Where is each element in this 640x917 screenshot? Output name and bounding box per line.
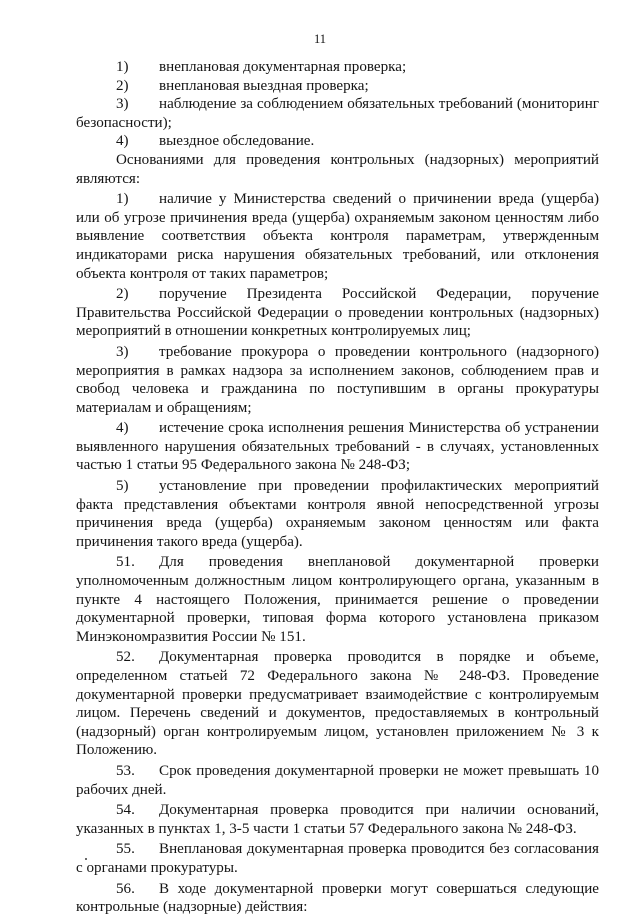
list-item (76, 77, 599, 96)
text-line (76, 762, 599, 781)
paragraph-number: 54. (116, 802, 135, 819)
text-line: мероприятия в рамках надзора за исполнением законов, соблюдением прав и (76, 362, 599, 379)
text-line: факта представления объектами контроля явной непосредственной угрозы (76, 496, 599, 513)
text-line: объекта контроля от таких параметров; (76, 265, 329, 282)
line-text: Документарная проверка проводится в порядке и объеме, (159, 649, 599, 666)
line-text: установление при проведении профилактических мероприятий (159, 478, 599, 495)
numbered-paragraph (76, 762, 599, 799)
item-number: 5) (116, 478, 129, 495)
text-line: уполномоченным должностным лицом контролирующего органа, указанным в (76, 573, 599, 590)
text-line: причинения такого вреда (ущерба). (76, 533, 303, 550)
text-line (76, 58, 599, 77)
text-line: мероприятий в отношении конкретных контролируемых лиц; (76, 323, 471, 340)
text-line (76, 77, 599, 96)
text-line: Положению. (76, 742, 158, 759)
text-line (76, 95, 599, 114)
line-text: Для проведения внеплановой документарной проверки (159, 554, 599, 571)
text-line: или об угрозе причинения вреда (ущерба) охраняемым законом ценностям либо (76, 209, 599, 226)
item-number: 2) (116, 77, 129, 94)
text-line (76, 343, 599, 362)
list-item (76, 477, 599, 551)
text-line (76, 648, 599, 667)
line-text: Внеплановая документарная проверка проводится без согласования (159, 841, 599, 858)
text-line (76, 880, 599, 899)
paragraph-number: 56. (116, 880, 135, 897)
text-line: определенном статьей 72 Федерального закона № 248-ФЗ. Проведение (76, 668, 599, 684)
text-line: Минэкономразвития России № 151. (76, 628, 306, 645)
line-text: внеплановая документарная проверка; (159, 59, 407, 75)
text-line (76, 553, 599, 572)
text-line: Основаниями для проведения контрольных (надзорных) мероприятий (116, 151, 599, 168)
item-number: 2) (116, 286, 129, 303)
item-number: 3) (116, 96, 129, 113)
paragraph-number: 53. (116, 762, 135, 779)
line-text: наблюдение за соблюдением обязательных требований (мониторинг (159, 96, 599, 113)
item-number: 1) (116, 59, 129, 75)
line-text: истечение срока исполнения решения Министерства об устранении (159, 420, 599, 437)
item-number: 4) (116, 420, 129, 437)
numbered-paragraph (76, 840, 599, 877)
text-line: выявление соответствия объекта контроля параметрам, утвержденным (76, 228, 599, 245)
line-text: поручение Президента Российской Федерации, поручение (159, 286, 599, 303)
text-line: причинения вреда (ущерба) охраняемым законом ценностям или факта (76, 515, 599, 532)
text-line: рабочих дней. (76, 781, 167, 798)
list-item (76, 190, 599, 283)
list-item (76, 343, 599, 417)
scan-speck (85, 858, 87, 860)
text-line: документарной проверки предусматривает взаимодействие с контролируемым (76, 686, 599, 703)
list-item (76, 58, 599, 77)
text-line: являются: (76, 170, 141, 187)
text-line: частью 1 статьи 95 Федерального закона № 248-ФЗ; (76, 457, 411, 474)
line-text: наличие у Министерства сведений о причинении вреда (ущерба) (159, 191, 599, 208)
list-item (76, 285, 599, 341)
line-text: В ходе документарной проверки могут совершаться следующие (159, 880, 599, 897)
numbered-paragraph (76, 648, 599, 760)
list-item (76, 95, 599, 132)
numbered-paragraph (76, 801, 599, 838)
text-line: контрольные (надзорные) действия: (76, 899, 308, 916)
text-line: документарной проверки, типовая форма которого установлена приказом (76, 610, 599, 627)
page-number: 11 (313, 32, 327, 46)
text-line: свобод человека и гражданина по поступившим в органы прокуратуры (76, 381, 599, 398)
text-line: безопасности); (76, 114, 172, 131)
numbered-paragraph (76, 553, 599, 646)
paragraph-number: 51. (116, 554, 135, 571)
list-item (76, 132, 599, 151)
line-text: выездное обследование. (159, 133, 315, 150)
line-text: Срок проведения документарной проверки не может превышать 10 (159, 762, 599, 779)
text-line: лицом. Перечень сведений и документов, предоставляемых в контрольный (76, 705, 599, 722)
text-line (76, 190, 599, 209)
item-number: 4) (116, 133, 129, 150)
text-line (76, 801, 599, 820)
text-line (76, 419, 599, 438)
text-line: выявленного нарушения обязательных требований - в случаях, установленных (76, 438, 599, 455)
text-line (76, 840, 599, 859)
line-text: внеплановая выездная проверка; (159, 77, 369, 94)
document-body (76, 58, 599, 917)
text-line (76, 132, 599, 151)
text-line: (надзорный) орган контролируемым лицом, установлен приложением № 3 к (76, 723, 599, 740)
paragraph (76, 151, 599, 188)
paragraph-number: 55. (116, 841, 135, 858)
list-item (76, 419, 599, 475)
line-text: Документарная проверка проводится при наличии оснований, (159, 802, 599, 819)
text-line: с органами прокуратуры. (76, 859, 238, 876)
item-number: 3) (116, 343, 129, 360)
text-line: материалам и обращениям; (76, 399, 252, 416)
numbered-paragraph (76, 880, 599, 917)
text-line: пункте 4 настоящего Положения, принимается решение о проведении (76, 591, 599, 608)
line-text: требование прокурора о проведении контрольного (надзорного) (159, 343, 599, 360)
text-line: Правительства Российской Федерации о проведении контрольных (надзорных) (76, 304, 599, 321)
text-line (76, 477, 599, 496)
item-number: 1) (116, 191, 129, 208)
text-line: указанных в пунктах 1, 3-5 части 1 статьи 57 Федерального закона № 248-ФЗ. (76, 820, 577, 837)
paragraph-number: 52. (116, 649, 135, 666)
text-line (76, 285, 599, 304)
text-line: индикаторами риска нарушения обязательных требований, или отклонения (76, 246, 599, 263)
